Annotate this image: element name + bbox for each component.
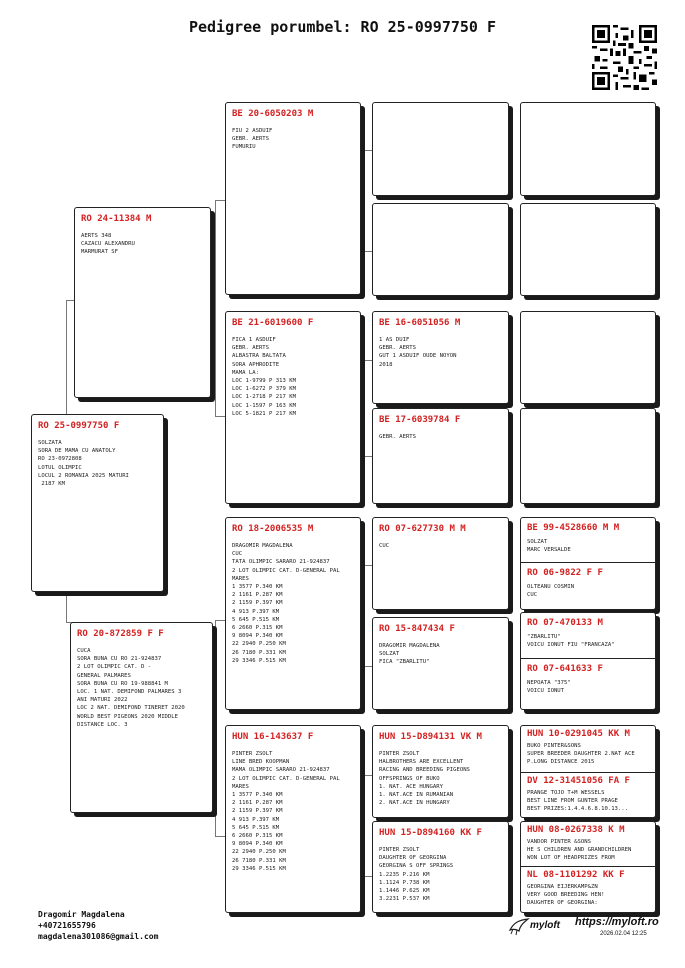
card-divider — [521, 772, 655, 773]
owner-email[interactable]: magdalena301086@gmail.com — [38, 932, 159, 941]
ring-number: DV 12-31451056 FA F — [527, 776, 630, 786]
dam-sire-dam-card[interactable] — [372, 617, 509, 710]
ring-number: NL 08-1101292 KK F — [527, 870, 625, 880]
pigeon-notes: PRANGE TOJO T+M WESSELS BEST LINE FROM GUNTER PRAGE BEST PRIZES:1.4.4.6.8.10.13... — [527, 790, 629, 813]
ring-number: BE 99-4528660 M M — [527, 523, 620, 533]
pigeon-notes: GEBR. AERTS — [379, 434, 417, 440]
sire-dam-sire-card[interactable] — [372, 311, 509, 404]
empty-pedigree-card[interactable] — [520, 408, 656, 504]
owner-contact — [38, 909, 158, 942]
ring-number: HUN 10-0291045 KK M — [527, 729, 630, 739]
ring-number: RO 07-627730 M M — [379, 524, 466, 534]
ring-number: RO 07-641633 F — [527, 664, 603, 674]
ring-number: HUN 16-143637 F — [232, 732, 314, 742]
dam-dam-card[interactable] — [225, 725, 361, 913]
ring-number: HUN 15-D894131 VK M — [379, 732, 482, 742]
ring-number: RO 18-2006535 M — [232, 524, 314, 534]
pigeon-notes: PINTER ZSOLT DAUGHTER OF GEORGINA GEORGINA S OFF SPRINGS 1.2235 P.216 KM 1.1124 P.738 KM 1.1446 P.625 KM 3.2231 P.537 KM — [379, 847, 454, 903]
owner-phone[interactable]: +40721655796 — [38, 921, 96, 930]
ring-number: BE 20-6050203 M — [232, 109, 314, 119]
pigeon-notes: SOLZATA SORA DE MAMA CU ANATOLY RO 23-0972808 LOTUL OLIMPIC LOCUL 2 ROMANIA 2025 MATURI 2187 KM — [38, 440, 129, 488]
empty-pedigree-card[interactable] — [520, 311, 656, 404]
ring-number: HUN 15-D894160 KK F — [379, 828, 482, 838]
pigeon-notes: FICA 1 ASDUIF GEBR. AERTS ALBASTRA BALTATA SORA APHRODITE MAMA LA: LOC 1-9799 P 313 KM LOC 1-6272 P 379 KM LOC 1-2718 P 217 KM LOC 1-1597 P 163 KM LOC 5-1821 P 217 KM — [232, 337, 296, 417]
subject-pigeon-card[interactable] — [31, 414, 164, 592]
owner-name: Dragomir Magdalena — [38, 910, 125, 919]
ring-number: RO 07-470133 M — [527, 618, 603, 628]
pigeon-notes: FIU 2 ASDUIF GEBR. AERTS FUMURIU — [232, 128, 273, 151]
dam-sire-card[interactable] — [225, 517, 361, 710]
ring-number: RO 06-9822 F F — [527, 568, 603, 578]
sire-sire-card[interactable] — [225, 102, 361, 295]
pigeon-notes: 1 AS DUIF GEBR. AERTS GUT 1 ASDUIF OUDE NOYON 2018 — [379, 337, 457, 368]
pigeon-logo-icon — [508, 916, 530, 936]
website-link[interactable]: https://myloft.ro — [575, 916, 659, 928]
card-divider — [521, 658, 655, 659]
ring-number: RO 20-872859 F F — [77, 629, 164, 639]
dam-dam-sire-card[interactable] — [372, 725, 509, 818]
card-divider — [521, 562, 655, 563]
print-timestamp: 2026.02.04 12:25 — [600, 931, 647, 937]
dam-dam-dam-card[interactable] — [372, 821, 509, 913]
pigeon-notes: DRAGOMIR MAGDALENA SOLZAT FICA "ZBARLITU" — [379, 643, 440, 666]
ring-number: RO 25-0997750 F — [38, 421, 120, 431]
sire-dam-card[interactable] — [225, 311, 361, 504]
ring-number: HUN 08-0267338 K M — [527, 825, 625, 835]
ring-number: BE 21-6019600 F — [232, 318, 314, 328]
pigeon-notes: BUKO PINTER&SONS SUPER BREEDER DAUGHTER 2.NAT ACE P.LONG DISTANCE 2015 — [527, 743, 635, 766]
pigeon-notes: DRAGOMIR MAGDALENA CUC TATA OLIMPIC SARARO 21-924837 2 LOT OLIMPIC CAT. D-GENERAL PAL MARES 1 3577 P.340 KM 2 1161 P.287 KM 2 1159 P.397 KM 4 913 P.397 KM 5 645 P.515 KM 6 2660 P.315 KM 9 8094 P.340 KM 22 2940 P.250 KM 26 7180 P.331 KM 29 3346 P.515 KM — [232, 543, 340, 664]
qr-code-icon — [592, 25, 657, 90]
fifth-gen-pair-card[interactable] — [520, 725, 656, 818]
empty-pedigree-card[interactable] — [520, 102, 656, 196]
dam-sire-sire-card[interactable] — [372, 517, 509, 610]
pigeon-notes: GEORGINA EIJERKAMP&ZN VERY GOOD BREEDING HEN! DAUGHTER OF GEORGINA: — [527, 884, 605, 907]
pigeon-notes: OLTEANU COSMIN CUC — [527, 584, 575, 599]
fifth-gen-pair-card[interactable] — [520, 821, 656, 913]
sire-dam-dam-card[interactable] — [372, 408, 509, 504]
ring-number: BE 16-6051056 M — [379, 318, 461, 328]
pigeon-notes: VANDOR PINTER &SONS HE S CHILDREN AND GRANDCHILDREN WON LOT OF HEADPRIZES FROM — [527, 839, 632, 862]
logo-text: myloft — [530, 920, 560, 931]
card-divider — [521, 866, 655, 867]
pigeon-notes: PINTER ZSOLT HALBROTHERS ARE EXCELLENT RACING AND BREEDING PIGEONS OFFSPRINGS OF BUKO 1. NAT. ACE HUNGARY 1. NAT.ACE IN RUMANIAN 2. NAT.ACE IN HUNGARY — [379, 751, 470, 807]
empty-pedigree-card[interactable] — [520, 203, 656, 296]
pigeon-notes: PINTER ZSOLT LINE BRED KOOPMAN MAMA OLIMPIC SARARO 21-924837 2 LOT OLIMPIC CAT. D-GENERAL PAL MARES 1 3577 P.340 KM 2 1161 P.287 KM 2 1159 P.397 KM 4 913 P.397 KM 5 645 P.515 KM 6 2660 P.315 KM 9 8094 P.340 KM 22 2940 P.250 KM 26 7180 P.331 KM 29 3346 P.515 KM — [232, 751, 340, 872]
pigeon-notes: NEPOATA "375" VOICU IONUT — [527, 680, 571, 695]
ring-number: BE 17-6039784 F — [379, 415, 461, 425]
empty-pedigree-card[interactable] — [372, 102, 509, 196]
empty-pedigree-card[interactable] — [372, 203, 509, 296]
sire-card[interactable] — [74, 207, 211, 398]
ring-number: RO 15-847434 F — [379, 624, 455, 634]
pigeon-notes: CUCA SORA BUNA CU RO 21-924837 2 LOT OLIMPIC CAT. D - GENERAL PALMARES SORA BUNA CU RO 19-988841 M LOC. 1 NAT. DEMIFOND PALMARES 3 ANI MATURI 2022 LOC 2 NAT. DEMIFOND TINERET 2020 WORLD BEST PIGEONS 2020 MIDDLE DISTANCE LOC. 3 — [77, 648, 185, 728]
dam-card[interactable] — [70, 622, 213, 813]
pigeon-notes: CUC — [379, 543, 390, 549]
pigeon-notes: SOLZAT MARC VERSALDE — [527, 539, 571, 554]
fifth-gen-pair-card[interactable] — [520, 517, 656, 610]
myloft-logo — [508, 916, 570, 936]
fifth-gen-pair-card[interactable] — [520, 612, 656, 710]
pigeon-notes: "ZBARLITU" VOICU IONUT FIU "FRANCAZA" — [527, 634, 615, 649]
ring-number: RO 24-11384 M — [81, 214, 152, 224]
page-title: Pedigree porumbel: RO 25-0997750 F — [188, 18, 497, 36]
pigeon-notes: AERTS 348 CAZACU ALEXANDRU MARMURAT SF — [81, 233, 135, 256]
